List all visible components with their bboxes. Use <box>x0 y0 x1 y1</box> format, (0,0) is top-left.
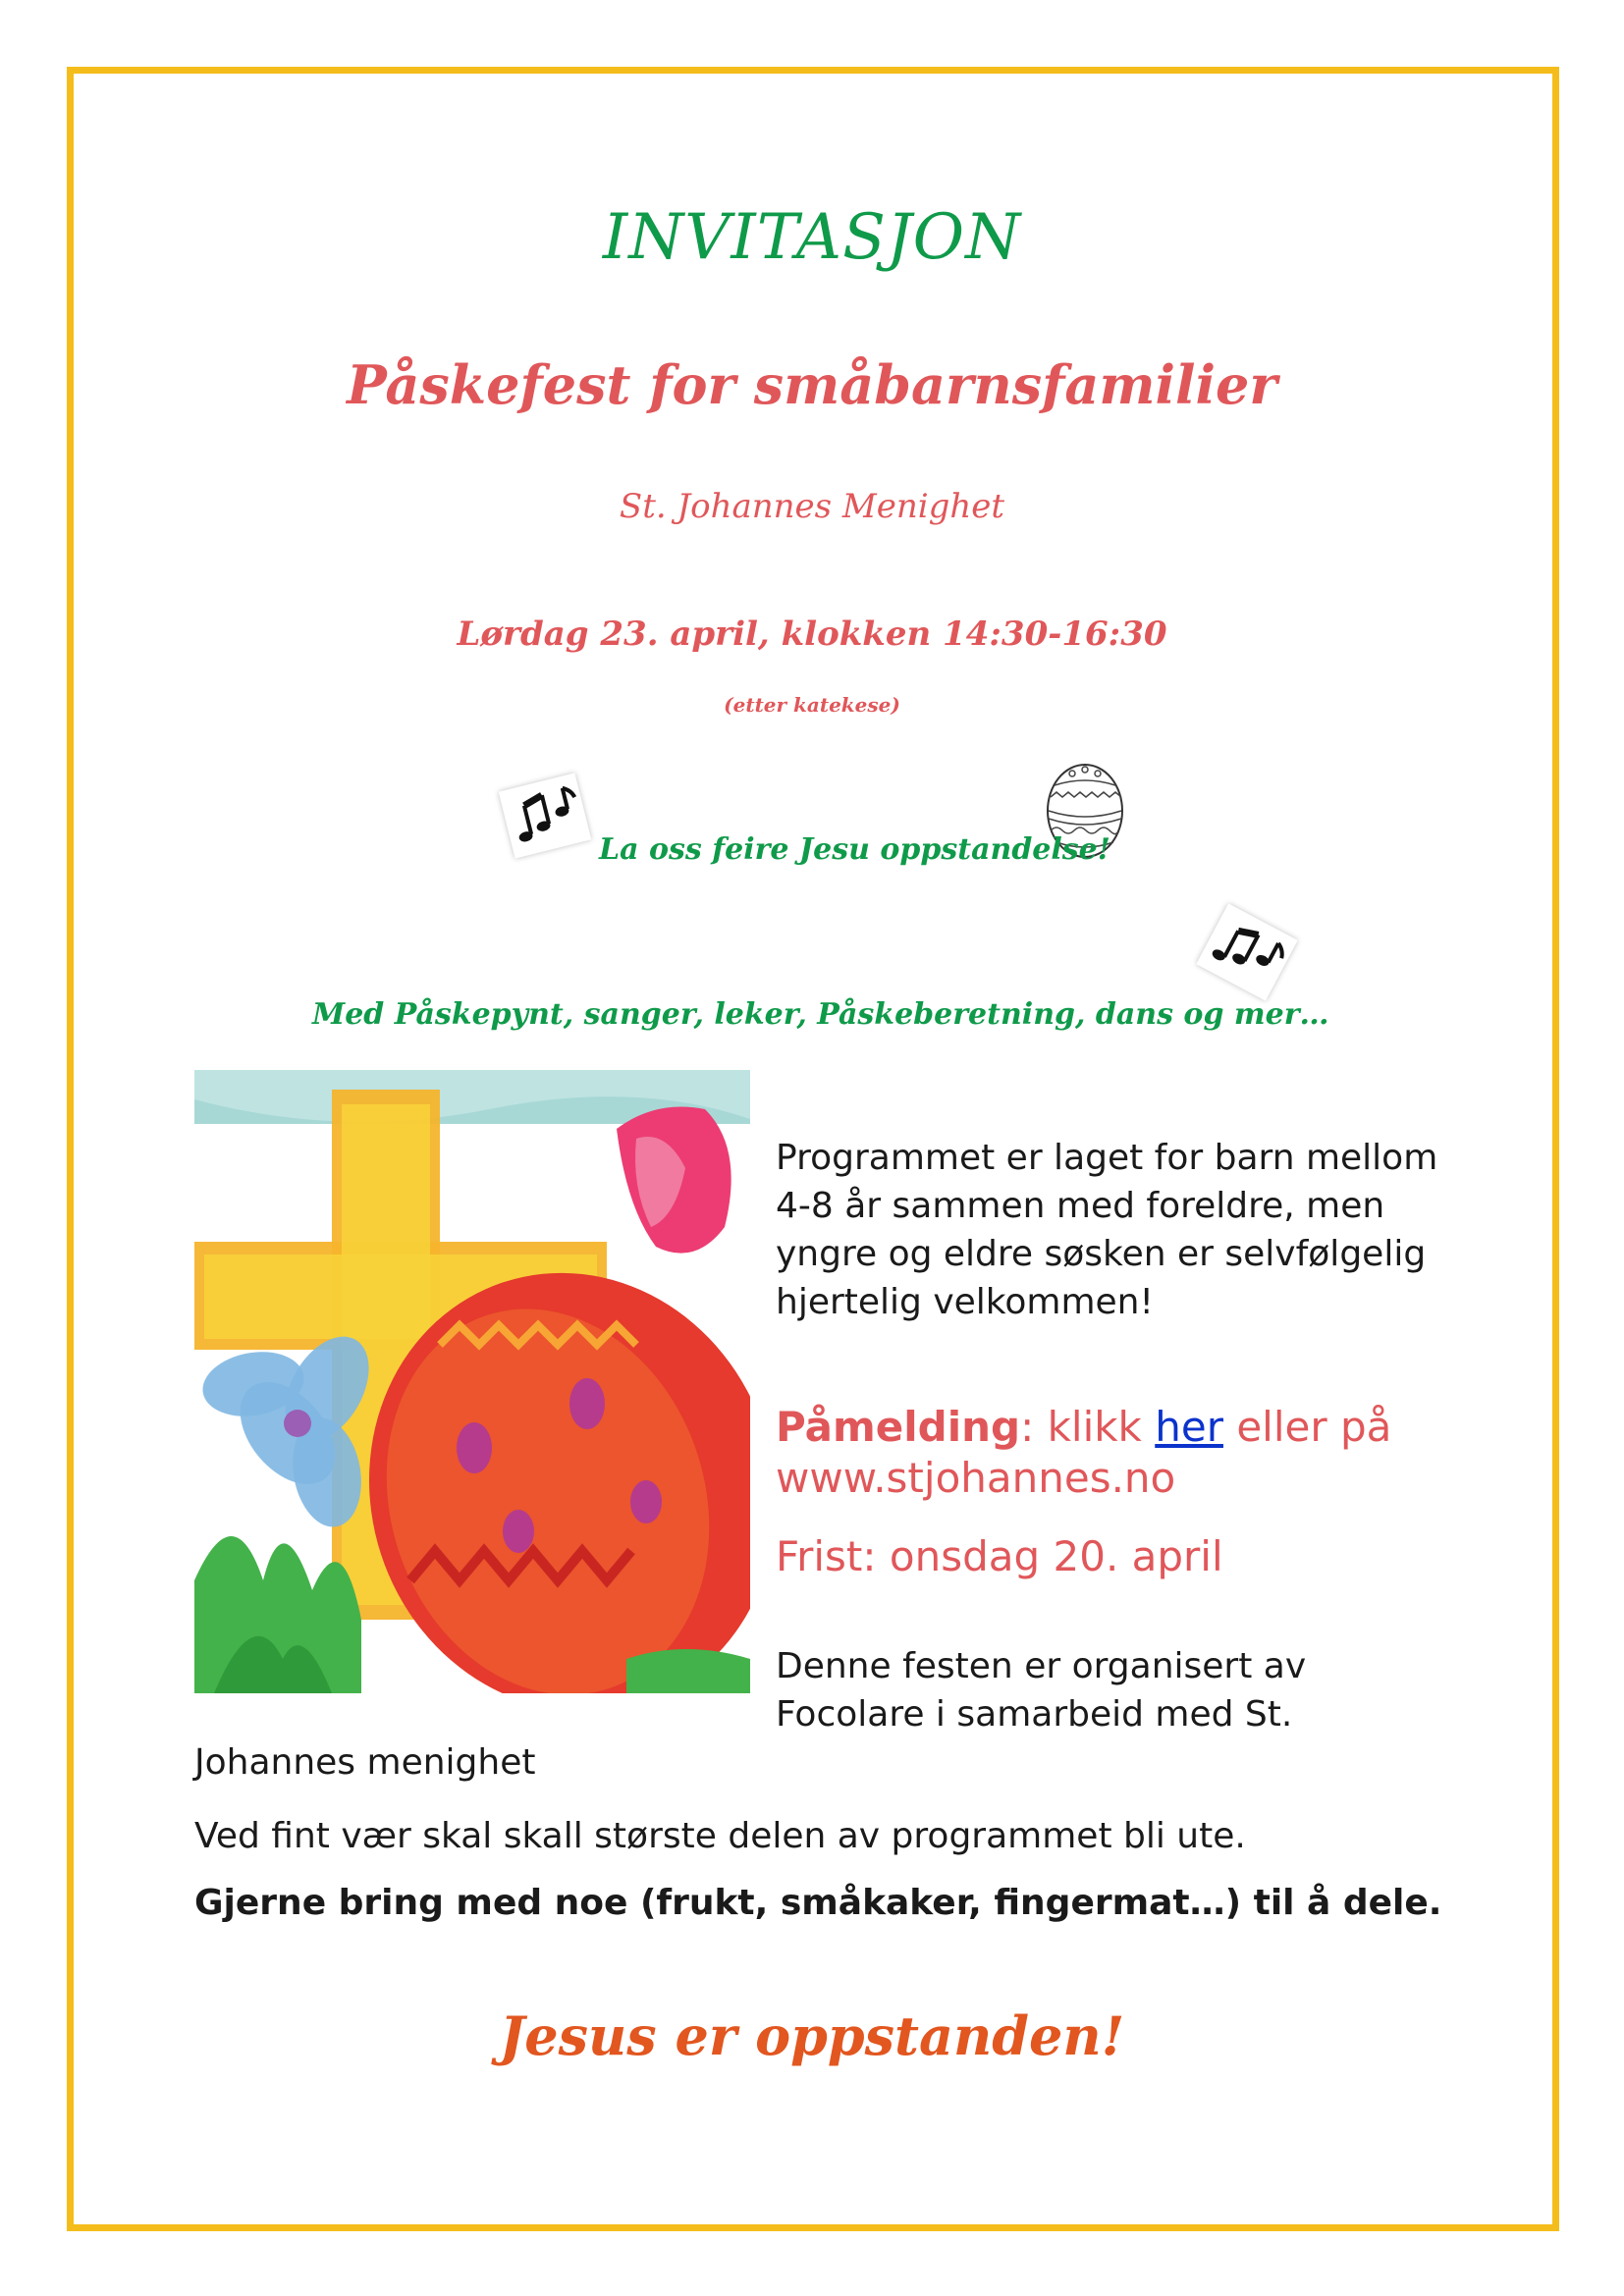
signup-link[interactable]: her <box>1155 1403 1223 1451</box>
easter-cross-egg-illustration <box>194 1070 750 1693</box>
after-catechesis-note: (etter katekese) <box>724 693 900 717</box>
event-datetime: Lørdag 23. april, klokken 14:30-16:30 <box>457 614 1167 654</box>
signup-deadline: Frist: onsdag 20. april <box>776 1532 1223 1580</box>
bring-food-note: Gjerne bring med noe (frukt, småkaker, fingermat…) til å dele. <box>194 1883 1442 1923</box>
features-line: Med Påskepynt, sanger, leker, Påskeberetning, dans og mer… <box>312 997 1329 1032</box>
celebrate-line: La oss feire Jesu oppstandelse! <box>599 832 1110 867</box>
organizer-text: Denne festen er organisert av Focolare i samarbeid med St. <box>776 1646 1307 1735</box>
signup-line <box>776 1402 1483 1504</box>
weather-note: Ved fint vær skal skall største delen av programmet bli ute. <box>194 1816 1246 1856</box>
parish-name: St. Johannes Menighet <box>619 487 1005 526</box>
organizer-text-continued: Johannes menighet <box>194 1742 536 1783</box>
signup-pre-link: : klikk <box>1020 1403 1156 1451</box>
closing-line: Jesus er oppstanden! <box>499 2004 1125 2067</box>
event-subtitle: Påskefest for småbarnsfamilier <box>347 353 1277 416</box>
signup-label: Påmelding <box>776 1403 1021 1451</box>
program-description: Programmet er laget for barn mellom 4-8 år sammen med foreldre, men yngre og eldre søsken er selvfølgelig hjertelig velkommen! <box>776 1138 1438 1322</box>
invitation-title: INVITASJON <box>602 201 1022 274</box>
signup-post-link: eller på www.stjohannes.no <box>776 1403 1392 1502</box>
